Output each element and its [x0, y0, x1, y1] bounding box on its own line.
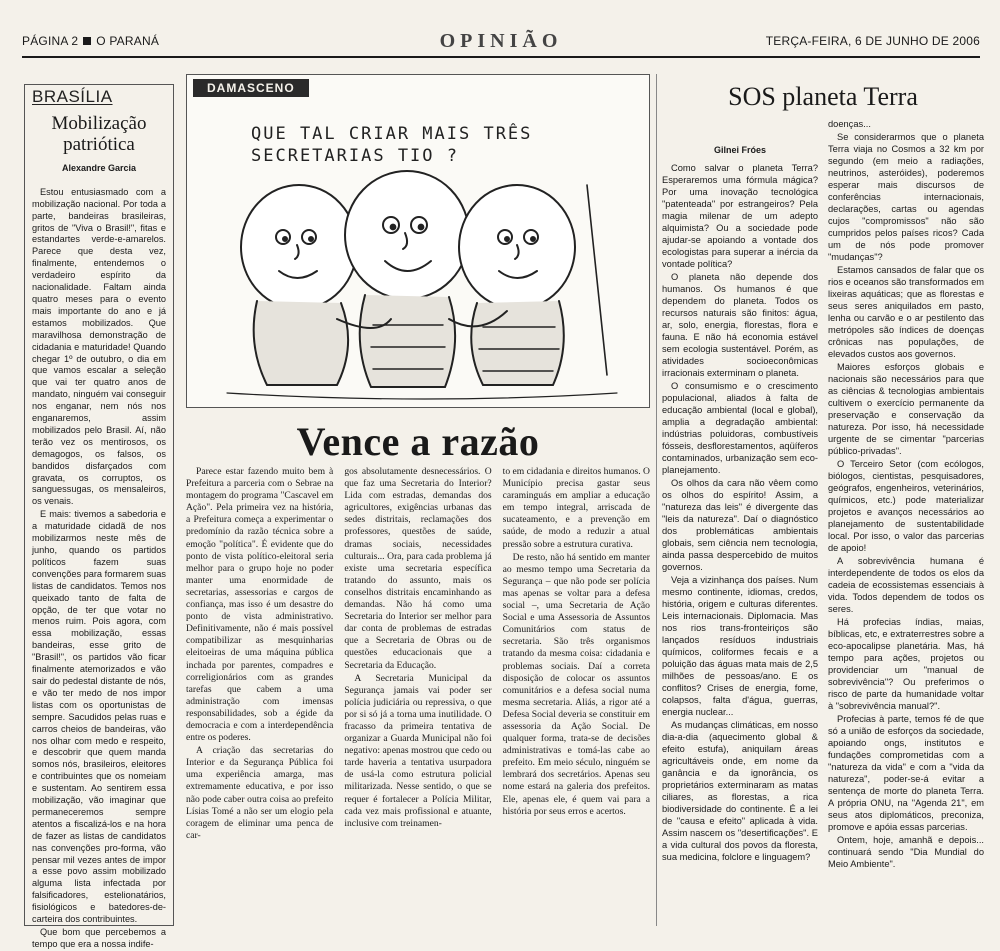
issue-date: TERÇA-FEIRA, 6 DE JUNHO DE 2006 [765, 34, 980, 48]
speech-line-1: QUE TAL CRIAR MAIS TRÊS [251, 124, 533, 144]
paragraph: E mais: tivemos a sabedoria e a maturidade cidadã de nos mobilizarmos neste mês de junho, quando os partidos políticos fazem suas convenções para formarem suas listas de candidatos. Temos nos queixado tanto de falta de opção, de ter que votar no menos ruim. Pois agora, com essa mobilização, essas bandeiras, esse grito de "Brasil!", os partidos vão ficar finalmente atemorizados e vão sair do pedestal distante de nós, e vão ter medo de nos impor listas com os oportunistas de sempre. Sacudidos pelas ruas e carros cheios de bandeiras, vão nos olhar com medo e respeito, e descobrir que quem manda somos nós, brasileiros, eleitores e contribuintes que os nomeiam e sustentam. Ao sentirem essa mobilização, vão imaginar que permaneceremos sempre atentos a fiscalizá-los e na hora de fazer as listas de candidatos nas convenções pro-forma, vão pensar mil vezes antes de impor a esse povo assim mobilizado alguma lista infectada por falsificadores, estelionatários, fisiológicos e batedores-de-carteira dos contribuintes. [32, 509, 166, 925]
paragraph: Estou entusiasmado com a mobilização nacional. Por toda a parte, bandeiras brasileiras, gritos de "Viva o Brasil!", fitas e estandartes verde-e-amarelos. Parece que desta vez, finalmente, entendemos o verdadeiro espírito da nacionalidade. Faltam ainda quatro meses para o evento mais importante do ano e já estamos mobilizados. Que maravilhosa demonstração de cidadania e maturidade! Quando chegar 1º de outubro, o dia em que vamos escalar a seleção que vai ter quatro anos de mandato, ninguém vai conseguir nos enganar, nem nós nos enganaremos, assim mobilizados pelo Brasil. Aí, não terão vez os mentirosos, os demagogos, os falsos, os bandidos disfarçados com gravata, os corruptos, os sanguessugas, os mensaleiros, os venais. [32, 186, 166, 507]
column-body [32, 187, 166, 951]
paragraph: gos absolutamente desnecessários. O que faz uma Secretaria do Interior? Lida com estradas, demandas dos agricultores, exigências urbanas das sedes distritais, reclamações dos professores, questões de saúde, dramas sociais, necessidades culturais... Ora, para cada problema já existe uma secretaria específica tratando do assunto, mais os conselhos distritais encaminhando as demandas. Não há como uma Secretaria do Interior ser melhor para dar conta de problemas de estradas que a Secretaria de Obras ou de questões educacionais que a Secretaria da Educação. [344, 466, 492, 671]
paragraph: Parece estar fazendo muito bem à Prefeitura a parceria com o Sebrae na montagem do programa "Cascavel em Ação". Pela primeira vez na história, a Prefeitura começa a experimentar o predomínio da razão técnica sobre a emoção "política". É evidente que do ponto de vista político-eleitoral seria melhor para o grupo hoje no poder manter uma enormidade de secretarias, assessorias e cargos de confiança, mas isso é um desastre do ponto de vista administrativo. Definitivamente, não é mais possível compatibilizar as mesquinharias eleitoeiras de uma máquina pública inchada por parentes, compadres e correligionários com as grandes tarefas que cabem a uma administração com imensas responsabilidades, sob a égide da democracia e com a interdependência entre os poderes. [186, 466, 334, 744]
paragraph: Os olhos da cara não vêem como os olhos do espírito! Assim, a "natureza das leis" é divergente das "leis da natureza". Daí o diagnóstico dos problemáticas ambientais globais, sem ciência nem tecnologia, ainda passa despercebido de muitos governos. [662, 478, 818, 572]
brasilia-column [24, 84, 174, 949]
column-divider [656, 74, 657, 926]
masthead-rule [22, 56, 980, 58]
paragraph: O planeta não depende dos humanos. Os humanos é que dependem do planeta. Todos os recursos naturais são finitos: água, ar, solo, energia, florestas, flora e fauna. E não há economia estável sem ecologia sustentável. Porém, as atividades socioeconômicas irracionais exterminam o planeta. [662, 272, 818, 378]
paragraph: Veja a vizinhança dos países. Num mesmo continente, idiomas, credos, história, origem e culturas diferentes. Leis internacionais. Diplomacia. Mas nos rios trans-fronteiriços são lançados resíduos industriais químicos, coliformes fecais e a poluição das águas mata mais de 2,5 milhões de pessoas/ano. E os conflitos? Crises de energia, fome, colapsos, falta d'água, guerras, energia nuclear... [662, 575, 818, 717]
editorial-column-1 [186, 466, 333, 926]
paragraph: A sobrevivência humana é interdependente de todos os elos da cadeia de ecossistemas essenciais à vida. Todos dependem de todos os seres. [828, 556, 984, 614]
column-kicker: BRASÍLIA [32, 87, 113, 106]
paragraph: De resto, não há sentido em manter ao mesmo tempo uma Secretaria da Segurança – que não pode ser polícia mas apenas se voltar para a defesa social –, uma Secretaria de Ação Social e uma Assessoria de Assuntos Comunitários com status de secretaria. São três organismos tratando da mesma coisa: cidadania e problemas sociais. Daí a correta disposição de colocar os assuntos comunitários e a defesa social numa mesma secretaria. Aliás, a rigor até a Defesa Social deveria se constituir em assessoria da Ação Social. De qualquer forma, trata-se de decisões administrativas e tomá-las cabe ao prefeito. Em meio século, ninguém se lembrará dos secretários. Apenas seu nome estará na galeria dos prefeitos. Ele, apenas ele, é quem vai para a história por seus erros e acertos. [502, 551, 650, 817]
square-icon [83, 37, 91, 45]
paragraph: Profecias à parte, temos fé de que só a união de esforços da sociedade, apoiando ongs, institutos e fundações comprometidas com a "natureza da vida" e com a "vida da natureza", poder-se-á evitar a sentença de morte do planeta Terra. A própria ONU, na "Agenda 21", em seus atos diplomáticos, preconiza, promove e apóia essas parcerias. [828, 714, 984, 832]
masthead [22, 28, 980, 54]
section-title: OPINIÃO [439, 29, 563, 52]
editorial-headline: Vence a razão [296, 419, 540, 464]
article-body [662, 118, 984, 926]
paragraph: A criação das secretarias do Interior e da Segurança Pública foi uma experiência amarga, mas extremamente educativa, e por isso não pode caber outra coisa ao prefeito Lísias Tomé a não ser um elogio pela coragem de eliminar uma penca de car- [186, 745, 334, 841]
page-label: PÁGINA 2 [22, 34, 79, 48]
headline-line-1: Mobilização [51, 112, 147, 134]
speech-line-2: SECRETARIAS TIO ? [251, 146, 459, 166]
article-byline: Gilnei Fróes [713, 145, 766, 155]
paragraph: A Secretaria Municipal da Segurança jamais vai poder ser polícia judiciária ou repressiva, o que por si só já a torna uma inutilidade. O fracasso da primeira tentativa de organizar a Guarda Municipal não foi negativo: apenas mostrou que cedo ou tarde haveria a tentativa usurpadora de usá-la como estrutura policial militarizada. Nesse sentido, o que se requer é fortalecer a Polícia Militar, cada vez mais profissional e atuante, inclusive com treinamen- [344, 672, 492, 829]
paragraph: Maiores esforços globais e nacionais são necessários para que as ciências & tecnologias ambientais cultivem o exercício permanente da preservação e conservação da natureza. Por isso, há necessidade urgente de se cimentar "parcerias público-privadas". [828, 362, 984, 456]
paragraph: Há profecias índias, maias, bíblicas, etc, e extraterrestres sobre a eco-apocalipse planetária. Mas, há tempo para ações, projetos ou providenciar um "manual de sobrevivência"? Ou preferimos o risco de parte da humanidade voltar à "sobrevivência manual?". [828, 617, 984, 711]
headline-line-2: patriótica [63, 133, 135, 155]
article-column-1 [662, 144, 818, 864]
paragraph: As mudanças climáticas, em nosso dia-a-dia (aquecimento global & efeito estufa), aniquilam áreas agricultáveis onde, em nome da ganância e da ignorância, os proprietários exterminaram as matas ciliares, as florestas, a rica biodiversidade do continente. É a lei de "causa e efeito" aplicada à vida. Assim nascem os "desertificações". E a vida cultural dos povos da floresta, sua medicina, folclore e linguagem? [662, 720, 818, 862]
paper-name: O PARANÁ [96, 34, 160, 48]
column-byline: Alexandre Garcia [61, 162, 137, 173]
speech-bubble [251, 123, 581, 167]
paragraph: Que bom que percebemos a tempo que era a nossa indife- [32, 927, 166, 949]
editorial-column-2 [344, 466, 491, 926]
article-column-2 [828, 118, 984, 871]
cartoon [186, 74, 650, 408]
cartoon-label: DAMASCENO [193, 79, 309, 97]
paragraph: Ontem, hoje, amanhã e depois... continuará sendo "Dia Mundial do Meio Ambiente". [828, 835, 984, 869]
article-headline: SOS planeta Terra [728, 82, 918, 111]
paragraph: to em cidadania e direitos humanos. O Município precisa gastar seus caraminguás em ampliar a educação em tempo integral, arriscada de sucateamento, e a prevenção em saúde, de modo a reduzir a atual pressão sobre a estrutura curativa. [502, 466, 650, 550]
paragraph: doenças... [828, 119, 871, 129]
paragraph: Estamos cansados de falar que os rios e oceanos são transformados em lixeiras aquáticas; que as florestas e seus seres aniquilados em pasto, lenha ou carvão e o ar pestilento das metrópoles são índices de doenças crônicas nas populações, de elevados custos aos governos. [828, 265, 984, 359]
masthead-left [22, 34, 159, 48]
paragraph: O consumismo e o crescimento populacional, aliados à falta de educação ambiental (local e global), amplia a degradação ambiental: indústrias poluidoras, combustíveis fósseis, desflorestamentos, aqüíferos contaminados, urbanização sem eco-planejamento. [662, 381, 818, 475]
paragraph: O Terceiro Setor (com ecólogos, biólogos, cientistas, pesquisadores, geógrafos, engenheiros, veterinários, químicos, etc.) pode materializar projetos e avanços necessários ao planejamento de sustentabilidade local. Por isso, o valor das parcerias de apoio! [828, 459, 984, 553]
editorial-body [186, 466, 650, 926]
column-headline [32, 113, 166, 155]
editorial-column-3 [503, 466, 650, 926]
paragraph: Se considerarmos que o planeta Terra viaja no Cosmos a 32 km por segundo (em meio a radiações, neutrinos, asteróides), poderemos esperar mais discursos de conferências internacionais, declarações, cartas ou agendas cujos "compromissos" não são cumpridos pelos países ricos? Cada um de nós pode promover "mudanças"? [828, 132, 984, 262]
paragraph: Como salvar o planeta Terra? Esperaremos uma fórmula mágica? Por uma inovação tecnológica "patenteada" por estrangeiros? Pela magia milenar de um adepto alquimista? Ou a sociedade pode ajudar-se apoiando a vontade dos ecologistas para superar a inércia da vontade política? [662, 163, 818, 269]
